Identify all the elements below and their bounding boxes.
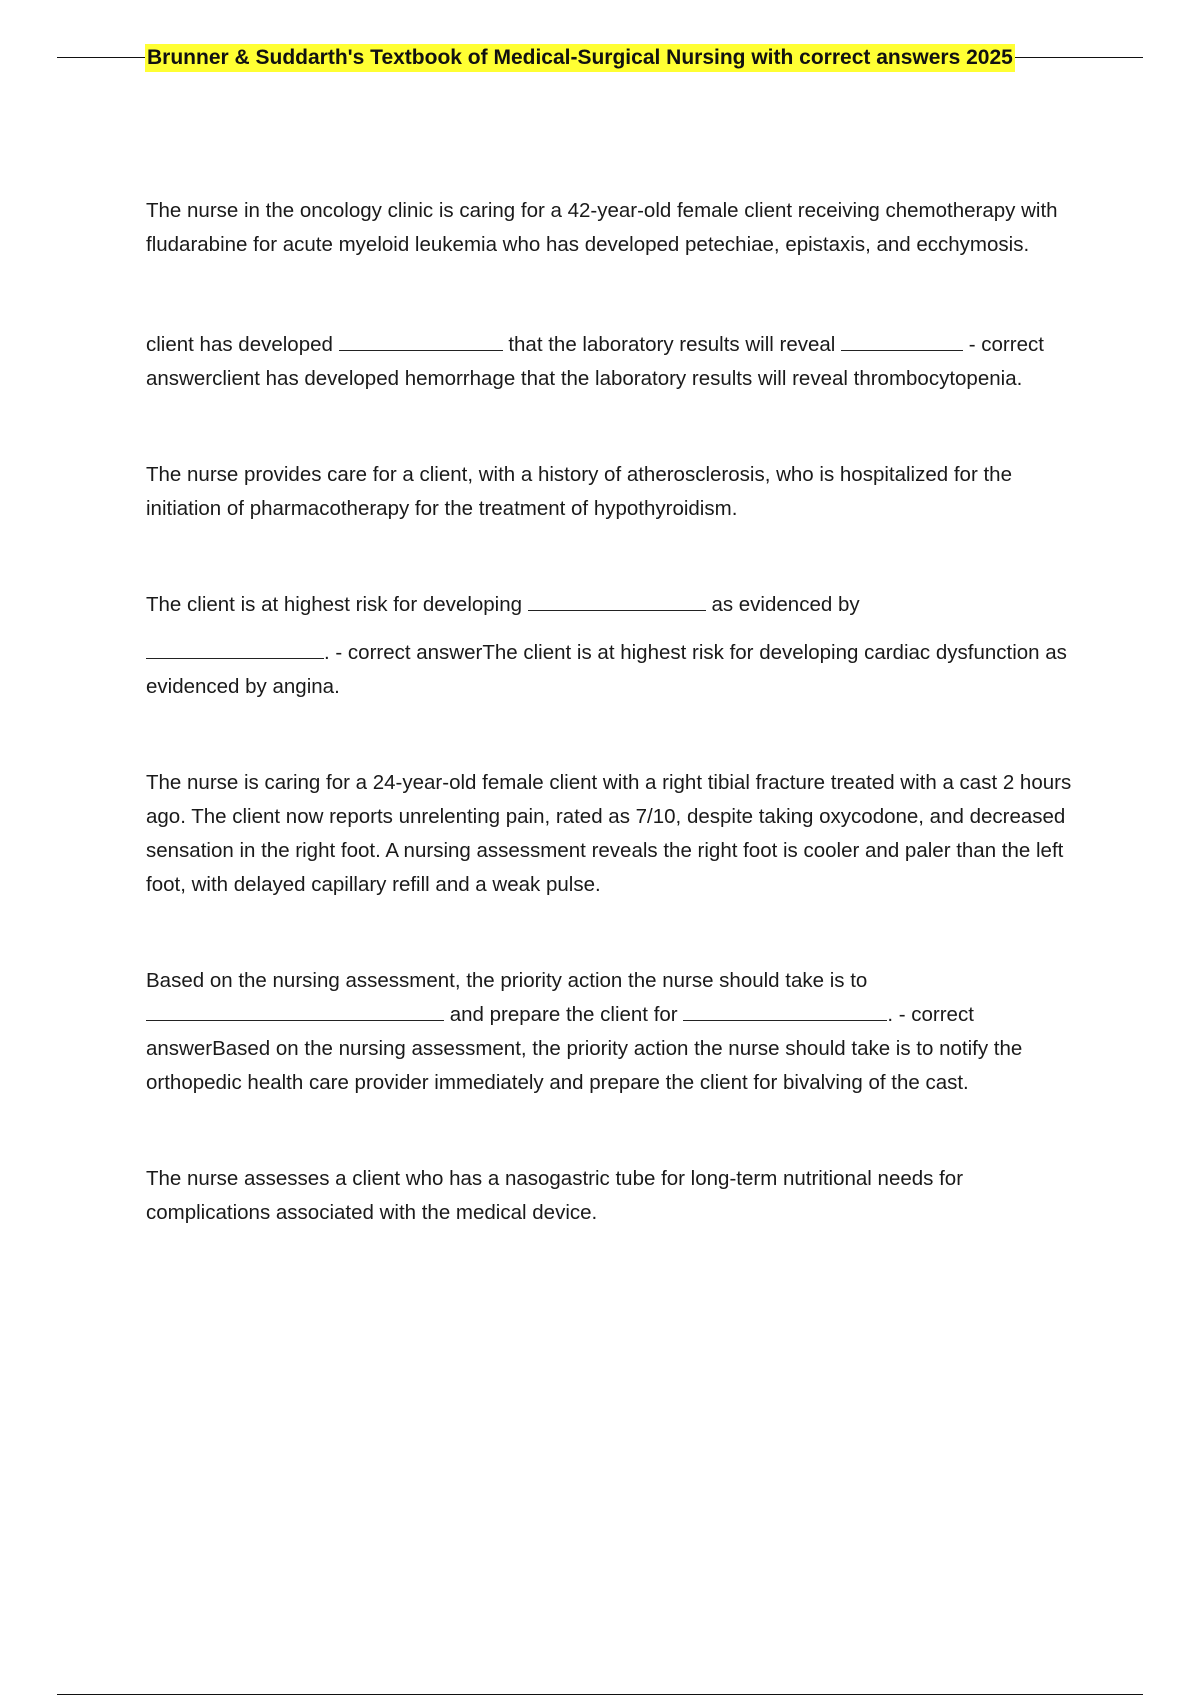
item-2-answer-line: [146, 636, 1086, 704]
item-1-question: [146, 328, 1086, 396]
item-1-question-part3: -: [968, 333, 976, 356]
answer-blank: [339, 328, 503, 351]
item-2-scenario: The nurse provides care for a client, with a history of atherosclerosis, who is hospitalized for the initiation of pharmacotherapy for the treatment of hypothyroidism.: [146, 463, 1012, 520]
item-1-scenario: The nurse in the oncology clinic is caring for a 42-year-old female client receiving chemotherapy with fludarabine for acute myeloid leukemia who has developed petechiae, epistaxis, and ecchymosis.: [146, 199, 1058, 256]
item-2-question-part3: . - correct answerThe client is at highest risk for developing cardiac dysfunction as evidenced by angina.: [146, 641, 1067, 698]
item-1-question-part1: client has developed: [146, 333, 333, 356]
document-body: [146, 194, 1086, 1230]
item-1-answer: correct answerclient has developed hemorrhage that the laboratory results will reveal thrombocytopenia.: [146, 333, 1044, 390]
item-3-question-part2: and prepare the client for: [449, 1003, 678, 1026]
page-header: [57, 44, 1143, 72]
footer-rule: [57, 1694, 1143, 1695]
item-3-question: [146, 964, 1086, 1100]
answer-blank: [146, 636, 324, 659]
item-2-question-part1: The client is at highest risk for developing: [146, 593, 523, 616]
answer-blank: [528, 588, 706, 611]
answer-blank: [841, 328, 963, 351]
item-3-question-part3: . - correct answerBased on the nursing assessment, the priority action the nurse should take is to notify the orthopedic health care provider immediately and prepare the client for bivalving of the cast.: [146, 1003, 1023, 1094]
item-2-question: [146, 588, 1086, 704]
item-1-question-part2: that the laboratory results will reveal: [508, 333, 836, 356]
item-3-question-part1: Based on the nursing assessment, the priority action the nurse should take is to: [146, 969, 868, 992]
item-3-scenario: The nurse is caring for a 24-year-old female client with a right tibial fracture treated with a cast 2 hours ago. The client now reports unrelenting pain, rated as 7/10, despite taking oxycodone, and decreased sensation in the right foot. A nursing assessment reveals the right foot is cooler and paler than the left foot, with delayed capillary refill and a weak pulse.: [146, 771, 1072, 896]
answer-blank: [146, 998, 444, 1021]
answer-blank: [683, 998, 887, 1021]
item-2-question-part2: as evidenced by: [711, 593, 860, 616]
item-4-scenario: The nurse assesses a client who has a nasogastric tube for long-term nutritional needs for complications associated with the medical device.: [146, 1167, 964, 1224]
item-2-question-line: [146, 588, 1086, 622]
document-title: Brunner & Suddarth's Textbook of Medical-Surgical Nursing with correct answers 2025: [145, 44, 1015, 72]
